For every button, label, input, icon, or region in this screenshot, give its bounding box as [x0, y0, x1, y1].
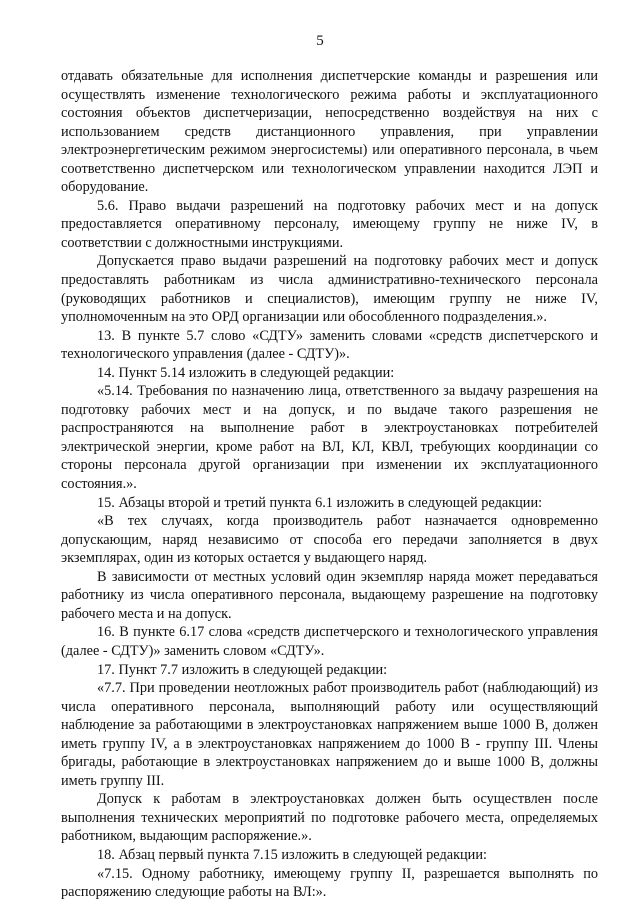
page-number: 5	[316, 33, 324, 49]
paragraph: «7.7. При проведении неотложных работ производитель работ (наблюдающий) из числа оперативного персонала, выполняющий работу или осуществляющий наблюдение за работающими в электроустановках напряжением выше 1000 В, должен иметь группу IV, а в электроустановках напряжением до 1000 В - группу III. Члены бригады, работающие в электроустановках напряжением до и выше 1000 В, должны иметь группу III.	[61, 680, 598, 789]
paragraph: 18. Абзац первый пункта 7.15 изложить в следующей редакции:	[97, 846, 487, 863]
paragraph: 16. В пункте 6.17 слова «средств диспетчерского и технологического управления (далее - СДТУ)» заменить словом «СДТУ».	[61, 624, 598, 659]
paragraph: 14. Пункт 5.14 изложить в следующей редакции:	[97, 364, 395, 381]
paragraph: 5.6. Право выдачи разрешений на подготовку рабочих мест и на допуск предоставляется оперативному персоналу, имеющему группу не ниже IV, в соответствии с должностными инструкциями.	[61, 197, 598, 251]
paragraph: 17. Пункт 7.7 изложить в следующей редакции:	[97, 661, 388, 678]
paragraph: отдавать обязательные для исполнения диспетчерские команды и разрешения или осуществлять изменение технологического режима работы и эксплуатационного состояния объектов диспетчеризации, непосредственно воздействуя на них с использованием средств дистанционного управления, при управлении электроэнергетическим режимом энергосистемы) или оперативного персонала, в чьем соответственно диспетчерском или технологическом управлении находится ЛЭП и оборудование.	[61, 68, 598, 196]
paragraph: «В тех случаях, когда производитель работ назначается одновременно допускающим, наряд независимо от способа его передачи заполняется в двух экземплярах, один из которых остается у выдающего наряд.	[61, 513, 598, 567]
paragraph: Допускается право выдачи разрешений на подготовку рабочих мест и допуск предоставлять работникам из числа административно-технического персонала (руководящих работников и специалистов), имеющим группу не ниже IV, уполномоченным на это ОРД организации или обособленного подразделения.».	[61, 253, 598, 326]
paragraph: «5.14. Требования по назначению лица, ответственного за выдачу разрешения на подготовку рабочих мест и на допуск, и по выдаче такого разрешения не распространяются на выполнение работ в электроустановках потребителей электрической энергии, кроме работ на ВЛ, КЛ, КВЛ, требующих координации со стороны персонала другой организации при изменении их эксплуатационного состояния.».	[61, 383, 598, 493]
document-body	[61, 67, 598, 902]
paragraph: 13. В пункте 5.7 слово «СДТУ» заменить словами «средств диспетчерского и технологического управления (далее - СДТУ)».	[61, 327, 598, 363]
paragraph: Допуск к работам в электроустановках должен быть осуществлен после выполнения технических мероприятий по подготовке рабочего места, определяемых работником, выдающим распоряжение.».	[61, 791, 598, 845]
paragraph: 15. Абзацы второй и третий пункта 6.1 изложить в следующей редакции:	[97, 494, 543, 511]
paragraph: «7.15. Одному работнику, имеющему группу II, разрешается выполнять по распоряжению следующие работы на ВЛ:».	[61, 865, 598, 901]
paragraph: В зависимости от местных условий один экземпляр наряда может передаваться работнику из числа оперативного персонала, выдающему разрешение на подготовку рабочего места и на допуск.	[61, 568, 598, 622]
